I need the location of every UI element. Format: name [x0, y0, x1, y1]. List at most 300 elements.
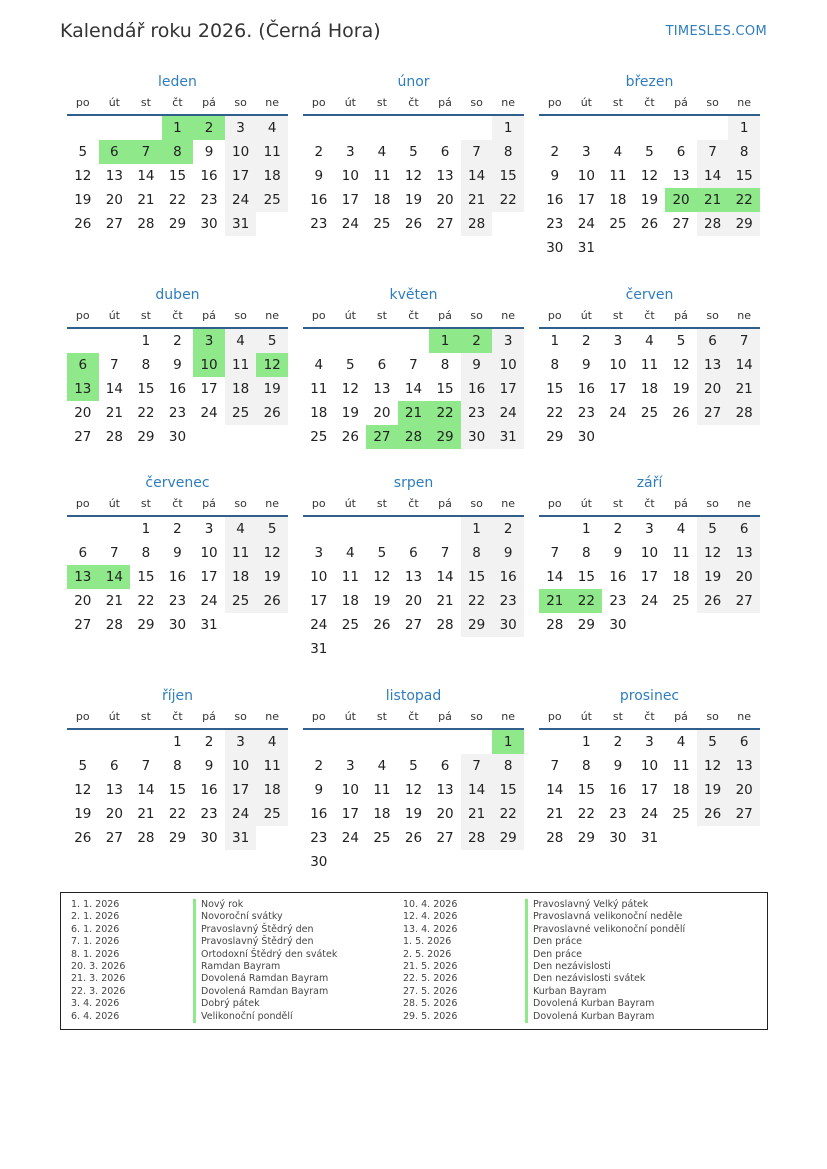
holiday-day-cell: 29: [429, 425, 461, 449]
day-cell: 18: [609, 192, 627, 208]
day-cell: 13: [728, 541, 760, 565]
day-cell: 10: [225, 140, 257, 164]
weekday-label: čt: [644, 497, 655, 510]
day-cell: 24: [225, 802, 257, 826]
day-cell: 23: [310, 216, 328, 232]
day-cell: 24: [341, 830, 359, 846]
empty-cell: [539, 517, 571, 541]
month-name: prosinec: [619, 688, 680, 704]
day-cell: 4: [225, 517, 257, 541]
day-cell: 17: [310, 593, 328, 609]
legend-row: [403, 949, 685, 961]
day-cell: 6: [440, 758, 450, 774]
weekday-label: ne: [737, 96, 752, 109]
day-cell: 19: [373, 593, 391, 609]
day-cell: 22: [137, 593, 155, 609]
day-cell: 14: [461, 164, 493, 188]
day-cell: 17: [200, 569, 218, 585]
empty-cell: [697, 116, 729, 140]
day-grid: [539, 329, 760, 449]
legend-holiday-name: Den práce: [525, 936, 582, 948]
day-cell: 4: [256, 730, 288, 754]
holiday-day-cell: 1: [162, 116, 194, 140]
empty-cell: [429, 730, 461, 754]
day-cell: 11: [225, 353, 257, 377]
empty-cell: [67, 116, 99, 140]
day-grid: [67, 730, 288, 850]
weekday-label: po: [311, 710, 326, 723]
day-cell: 14: [436, 569, 454, 585]
weekday-label: ne: [501, 96, 516, 109]
day-cell: 21: [728, 377, 760, 401]
empty-cell: [571, 116, 603, 140]
day-cell: 15: [492, 164, 524, 188]
day-cell: 15: [492, 778, 524, 802]
day-cell: 16: [168, 569, 187, 585]
legend-holiday-name: Ortodoxní Štědrý den svátek: [193, 949, 337, 961]
legend-row: [71, 924, 337, 936]
day-cell: 23: [168, 405, 187, 421]
weekday-label: čt: [408, 710, 419, 723]
day-cell: 16: [609, 782, 627, 798]
legend-date: 29. 5. 2026: [403, 1010, 458, 1022]
day-cell: 6: [697, 329, 729, 353]
day-cell: 30: [577, 429, 595, 445]
day-grid: [303, 517, 524, 661]
day-cell: 15: [728, 164, 760, 188]
day-cell: 19: [256, 565, 288, 589]
weekday-label: čt: [172, 309, 183, 322]
day-cell: 8: [440, 357, 450, 373]
day-cell: 3: [613, 333, 623, 349]
page-title: Kalendář roku 2026. (Černá Hora): [60, 20, 381, 42]
day-cell: 24: [341, 216, 359, 232]
day-cell: 26: [256, 589, 288, 613]
holiday-day-cell: 22: [429, 401, 461, 425]
weekday-label: pá: [202, 710, 216, 723]
day-cell: 26: [74, 216, 92, 232]
day-cell: 8: [582, 758, 591, 774]
legend-row: [71, 973, 337, 985]
weekday-label: st: [376, 309, 387, 322]
empty-cell: [303, 517, 335, 541]
day-cell: 16: [461, 377, 493, 401]
day-cell: 30: [609, 830, 627, 846]
site-logo[interactable]: TIMESLES.COM: [665, 24, 767, 39]
day-cell: 23: [546, 216, 564, 232]
legend-date: 6. 1. 2026: [71, 923, 120, 935]
day-cell: 17: [640, 569, 659, 585]
empty-cell: [398, 329, 430, 353]
day-cell: 12: [672, 357, 690, 373]
day-cell: 9: [314, 168, 324, 184]
day-cell: 28: [728, 401, 760, 425]
day-cell: 26: [672, 405, 690, 421]
empty-cell: [99, 730, 131, 754]
day-cell: 5: [377, 545, 387, 561]
day-cell: 20: [74, 593, 92, 609]
day-cell: 3: [225, 730, 257, 754]
day-cell: 1: [492, 116, 524, 140]
day-cell: 20: [74, 405, 92, 421]
day-cell: 27: [728, 802, 760, 826]
day-cell: 21: [461, 802, 493, 826]
holiday-day-cell: 8: [162, 140, 194, 164]
empty-cell: [366, 329, 398, 353]
day-cell: 18: [310, 405, 328, 421]
weekday-label: po: [75, 309, 90, 322]
day-cell: 16: [168, 381, 187, 397]
weekday-label: po: [311, 96, 326, 109]
day-cell: 9: [173, 545, 182, 561]
legend-row: [403, 961, 685, 973]
day-cell: 22: [137, 405, 155, 421]
day-cell: 8: [492, 754, 524, 778]
empty-cell: [634, 116, 666, 140]
day-cell: 4: [377, 758, 387, 774]
day-cell: 14: [137, 168, 155, 184]
month-name: říjen: [161, 688, 194, 704]
empty-cell: [303, 329, 335, 353]
weekday-label: st: [140, 710, 151, 723]
day-cell: 1: [461, 517, 493, 541]
weekday-header: [303, 305, 524, 329]
weekday-label: út: [580, 309, 592, 322]
day-cell: 17: [492, 377, 524, 401]
day-cell: 28: [105, 429, 123, 445]
holiday-day-cell: 1: [492, 730, 524, 754]
legend-row: [71, 899, 337, 911]
weekday-label: út: [344, 710, 356, 723]
weekday-label: ne: [737, 497, 752, 510]
day-cell: 15: [137, 569, 155, 585]
day-cell: 13: [697, 353, 729, 377]
weekday-header: [539, 92, 760, 116]
day-cell: 15: [577, 782, 595, 798]
day-cell: 13: [373, 381, 391, 397]
day-cell: 18: [373, 806, 391, 822]
day-cell: 9: [492, 541, 524, 565]
day-cell: 24: [492, 401, 524, 425]
weekday-label: so: [706, 497, 719, 510]
weekday-label: ne: [501, 309, 516, 322]
weekday-header: [67, 493, 288, 517]
legend-row: [71, 1011, 337, 1023]
legend-holiday-name: Dovolená Ramdan Bayram: [193, 973, 328, 985]
day-cell: 21: [105, 405, 123, 421]
day-cell: 29: [728, 212, 760, 236]
day-cell: 5: [78, 144, 88, 160]
empty-cell: [366, 116, 398, 140]
day-cell: 5: [409, 758, 418, 774]
day-cell: 4: [346, 545, 355, 561]
month-květen: [303, 285, 524, 449]
legend-column-left: [71, 899, 337, 1023]
day-cell: 19: [341, 405, 359, 421]
holiday-day-cell: 10: [193, 353, 225, 377]
holiday-day-cell: 1: [429, 329, 461, 353]
day-cell: 2: [492, 517, 524, 541]
day-grid: [303, 329, 524, 449]
legend-date: 21. 3. 2026: [71, 973, 126, 985]
holiday-day-cell: 14: [99, 565, 131, 589]
day-cell: 17: [341, 192, 359, 208]
weekday-label: po: [547, 497, 562, 510]
day-cell: 25: [310, 429, 328, 445]
legend-row: [71, 936, 337, 948]
day-cell: 24: [225, 188, 257, 212]
day-cell: 4: [613, 144, 623, 160]
day-cell: 5: [409, 144, 418, 160]
day-cell: 17: [341, 806, 359, 822]
day-cell: 11: [373, 782, 391, 798]
legend-holiday-name: Dobrý pátek: [193, 998, 260, 1010]
day-cell: 8: [582, 545, 591, 561]
day-cell: 31: [492, 425, 524, 449]
day-cell: 5: [256, 517, 288, 541]
empty-cell: [335, 517, 367, 541]
day-cell: 27: [728, 589, 760, 613]
legend-row: [403, 911, 685, 923]
weekday-label: čt: [644, 309, 655, 322]
day-cell: 1: [173, 734, 182, 750]
empty-cell: [539, 730, 571, 754]
weekday-label: st: [140, 309, 151, 322]
day-cell: 8: [141, 357, 151, 373]
day-cell: 26: [256, 401, 288, 425]
empty-cell: [429, 517, 461, 541]
weekday-label: čt: [408, 497, 419, 510]
legend-date: 28. 5. 2026: [403, 998, 458, 1010]
weekday-label: pá: [438, 96, 452, 109]
day-cell: 15: [546, 381, 564, 397]
legend-date: 1. 5. 2026: [403, 936, 452, 948]
weekday-label: po: [311, 497, 326, 510]
day-cell: 16: [609, 569, 627, 585]
legend-row: [71, 911, 337, 923]
legend-row: [71, 961, 337, 973]
day-cell: 10: [492, 353, 524, 377]
day-cell: 3: [582, 144, 591, 160]
legend-holiday-name: Novoroční svátky: [193, 911, 283, 923]
day-cell: 19: [697, 565, 729, 589]
day-cell: 5: [676, 333, 686, 349]
month-leden: [67, 72, 288, 236]
weekday-label: čt: [644, 96, 655, 109]
day-cell: 11: [373, 168, 391, 184]
weekday-header: [539, 305, 760, 329]
legend-date: 2. 1. 2026: [71, 911, 120, 923]
weekday-label: čt: [172, 497, 183, 510]
day-cell: 24: [640, 593, 659, 609]
day-cell: 1: [582, 734, 591, 750]
legend-date: 3. 4. 2026: [71, 998, 120, 1010]
day-cell: 30: [200, 216, 218, 232]
legend-date: 21. 5. 2026: [403, 960, 458, 972]
month-říjen: [67, 686, 288, 850]
day-cell: 3: [225, 116, 257, 140]
day-cell: 28: [546, 830, 564, 846]
weekday-label: pá: [202, 96, 216, 109]
day-cell: 4: [645, 333, 654, 349]
day-cell: 20: [105, 806, 123, 822]
day-cell: 16: [310, 806, 328, 822]
day-cell: 12: [341, 381, 359, 397]
day-cell: 2: [550, 144, 560, 160]
day-cell: 27: [404, 617, 423, 633]
day-cell: 17: [225, 778, 257, 802]
month-name: srpen: [393, 475, 434, 491]
day-cell: 5: [78, 758, 88, 774]
legend-row: [71, 998, 337, 1010]
weekday-label: st: [140, 96, 151, 109]
weekday-label: so: [470, 309, 483, 322]
weekday-label: st: [376, 710, 387, 723]
holiday-day-cell: 13: [67, 377, 99, 401]
day-cell: 12: [640, 168, 659, 184]
day-cell: 5: [346, 357, 355, 373]
weekday-label: ne: [737, 710, 752, 723]
weekday-label: čt: [172, 96, 183, 109]
weekday-label: st: [376, 96, 387, 109]
day-cell: 23: [200, 192, 218, 208]
empty-cell: [398, 517, 430, 541]
holiday-day-cell: 6: [67, 353, 99, 377]
day-cell: 9: [550, 168, 560, 184]
day-cell: 20: [728, 778, 760, 802]
empty-cell: [67, 329, 99, 353]
weekday-label: so: [470, 96, 483, 109]
weekday-label: pá: [438, 497, 452, 510]
day-cell: 16: [546, 192, 564, 208]
weekday-label: pá: [438, 710, 452, 723]
empty-cell: [398, 730, 430, 754]
month-září: [539, 473, 760, 637]
day-cell: 20: [105, 192, 123, 208]
day-cell: 31: [640, 830, 659, 846]
day-cell: 20: [373, 405, 391, 421]
legend-date: 8. 1. 2026: [71, 948, 120, 960]
day-cell: 24: [200, 405, 218, 421]
weekday-label: po: [75, 96, 90, 109]
day-cell: 21: [105, 593, 123, 609]
day-cell: 7: [550, 758, 560, 774]
holiday-day-cell: 27: [366, 425, 398, 449]
legend-holiday-name: Kurban Bayram: [525, 986, 607, 998]
day-cell: 22: [168, 192, 187, 208]
day-cell: 31: [310, 641, 328, 657]
empty-cell: [461, 730, 493, 754]
legend-date: 10. 4. 2026: [403, 899, 458, 910]
day-cell: 24: [609, 405, 627, 421]
day-cell: 22: [461, 589, 493, 613]
month-červenec: [67, 473, 288, 637]
day-cell: 10: [640, 758, 659, 774]
day-cell: 28: [137, 216, 155, 232]
day-cell: 7: [461, 754, 493, 778]
day-cell: 3: [346, 144, 355, 160]
weekday-label: čt: [408, 309, 419, 322]
day-cell: 25: [672, 593, 690, 609]
day-cell: 25: [672, 806, 690, 822]
empty-cell: [335, 329, 367, 353]
holiday-legend: [60, 892, 768, 1030]
day-cell: 15: [137, 381, 155, 397]
day-cell: 1: [141, 521, 151, 537]
weekday-header: [539, 493, 760, 517]
day-cell: 27: [74, 429, 92, 445]
month-duben: [67, 285, 288, 449]
weekday-label: pá: [202, 497, 216, 510]
day-cell: 4: [225, 329, 257, 353]
weekday-label: so: [706, 96, 719, 109]
weekday-label: pá: [674, 96, 688, 109]
day-cell: 29: [168, 216, 187, 232]
weekday-label: út: [108, 497, 120, 510]
month-červen: [539, 285, 760, 449]
day-cell: 12: [256, 541, 288, 565]
day-cell: 23: [609, 593, 627, 609]
weekday-label: st: [612, 309, 623, 322]
weekday-label: so: [234, 710, 247, 723]
weekday-label: so: [470, 497, 483, 510]
legend-column-right: [403, 899, 685, 1023]
weekday-label: pá: [674, 497, 688, 510]
holiday-day-cell: 22: [728, 188, 760, 212]
weekday-label: pá: [674, 309, 688, 322]
empty-cell: [67, 517, 99, 541]
weekday-label: út: [108, 309, 120, 322]
day-cell: 9: [582, 357, 591, 373]
day-cell: 13: [672, 168, 690, 184]
day-cell: 11: [256, 754, 288, 778]
day-cell: 30: [461, 425, 493, 449]
day-cell: 29: [137, 429, 155, 445]
day-cell: 1: [728, 116, 760, 140]
weekday-label: út: [580, 497, 592, 510]
day-grid: [67, 517, 288, 637]
day-cell: 27: [697, 401, 729, 425]
day-cell: 7: [409, 357, 418, 373]
day-cell: 6: [409, 545, 418, 561]
day-cell: 18: [672, 782, 690, 798]
day-cell: 10: [341, 168, 359, 184]
day-cell: 31: [577, 240, 595, 256]
day-cell: 13: [105, 782, 123, 798]
day-cell: 19: [74, 192, 92, 208]
day-cell: 1: [141, 333, 151, 349]
day-cell: 14: [728, 353, 760, 377]
day-cell: 5: [645, 144, 654, 160]
weekday-label: so: [234, 309, 247, 322]
day-cell: 20: [728, 565, 760, 589]
day-cell: 16: [200, 168, 218, 184]
day-cell: 21: [436, 593, 454, 609]
day-cell: 10: [200, 545, 218, 561]
weekday-header: [303, 493, 524, 517]
holiday-day-cell: 13: [67, 565, 99, 589]
day-cell: 13: [728, 754, 760, 778]
day-cell: 28: [436, 617, 454, 633]
day-cell: 15: [168, 782, 187, 798]
day-cell: 29: [546, 429, 564, 445]
day-grid: [303, 730, 524, 874]
day-cell: 26: [697, 589, 729, 613]
day-cell: 2: [204, 734, 214, 750]
day-cell: 21: [546, 806, 564, 822]
empty-cell: [303, 730, 335, 754]
day-cell: 29: [492, 826, 524, 850]
